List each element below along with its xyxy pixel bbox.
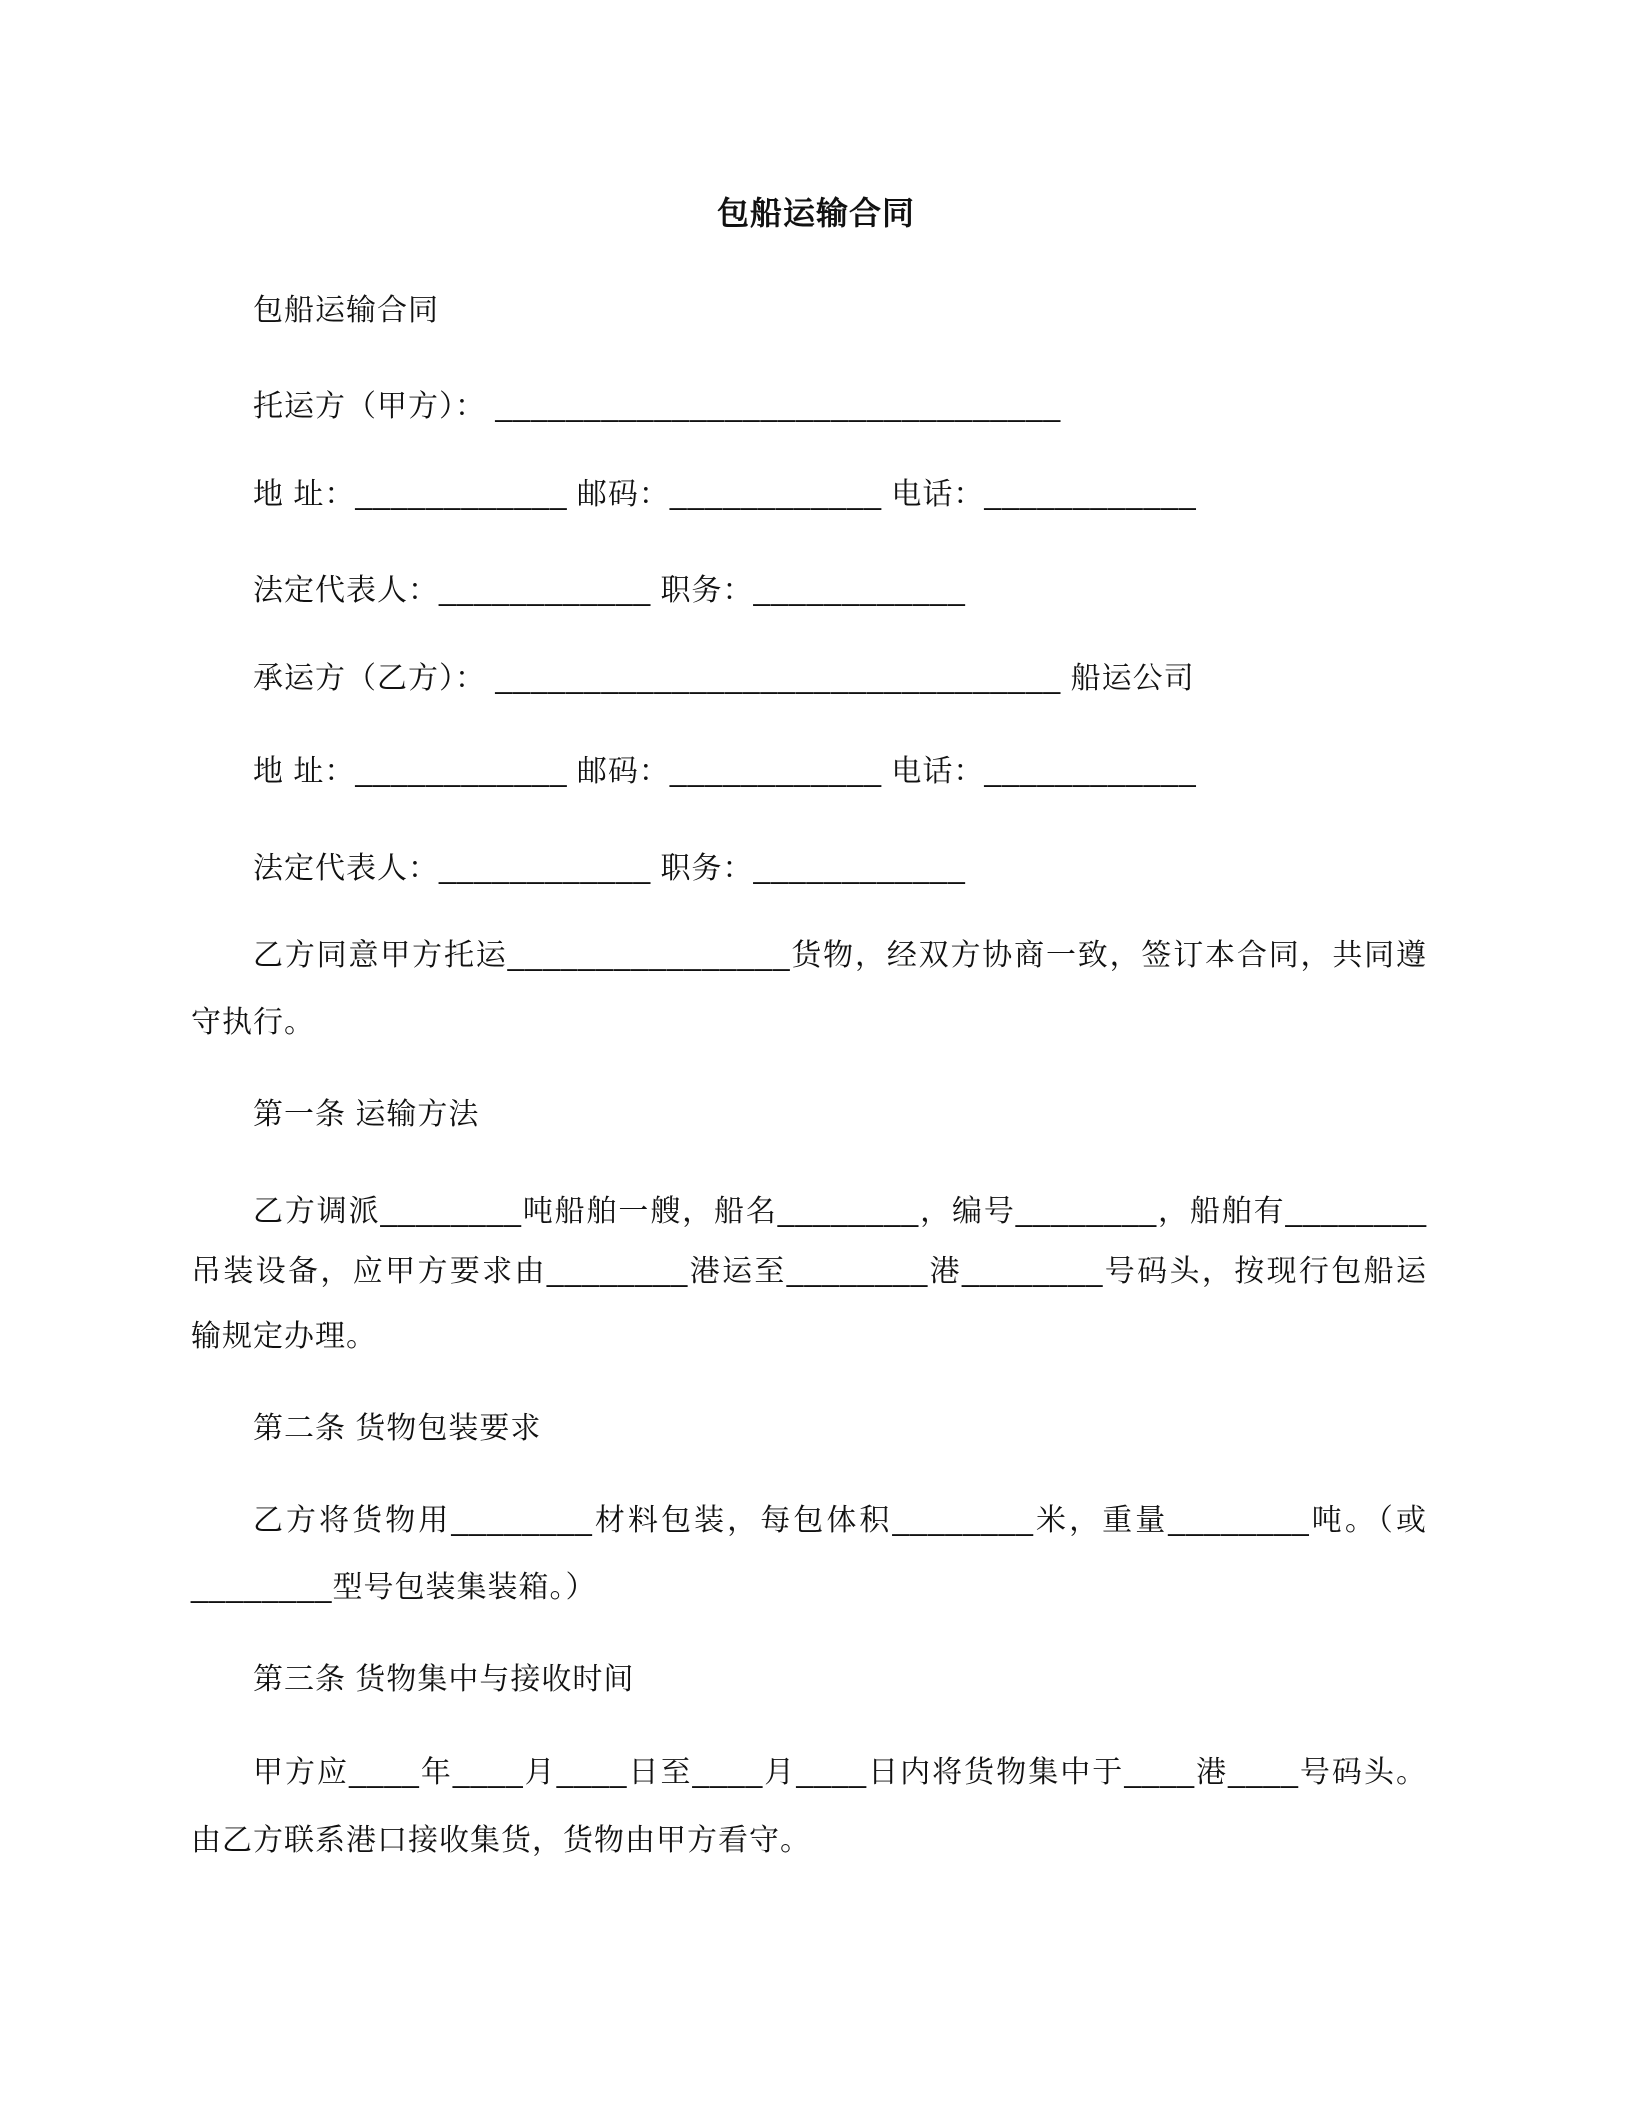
paragraph-line: ________型号包装集装箱。） bbox=[191, 1571, 597, 1604]
paragraph-line: 输规定办理。 bbox=[191, 1320, 377, 1353]
document-title: 包船运输合同 bbox=[716, 195, 915, 231]
paragraph-line: 吊装设备，应甲方要求由________港运至________港________号码头，按现行包船运 bbox=[191, 1255, 1427, 1288]
shipper-address-line: 地 址：____________ 邮码：____________ 电话：____________ bbox=[253, 478, 1197, 511]
paragraph-line: 乙方将货物用________材料包装，每包体积________米，重量________吨。（或 bbox=[253, 1504, 1427, 1537]
article-heading: 第二条 货物包装要求 bbox=[253, 1412, 542, 1445]
carrier-name-line: 承运方（乙方）： ________________________________ 船运公司 bbox=[253, 662, 1195, 695]
paragraph-line: 甲方应____年____月____日至____月____日内将货物集中于____港____号码头。 bbox=[253, 1756, 1427, 1789]
shipper-representative-line: 法定代表人：____________ 职务：____________ bbox=[253, 574, 966, 607]
article-heading: 第一条 运输方法 bbox=[253, 1098, 480, 1131]
paragraph-line: 由乙方联系港口接收集货，货物由甲方看守。 bbox=[191, 1824, 811, 1857]
carrier-address-line: 地 址：____________ 邮码：____________ 电话：____________ bbox=[253, 755, 1197, 788]
paragraph-line: 乙方调派________吨船舶一艘，船名________，编号________，船舶有________ bbox=[253, 1195, 1427, 1228]
paragraph-line: 乙方同意甲方托运________________货物，经双方协商一致，签订本合同，共同遵 bbox=[253, 939, 1427, 972]
shipper-name-line: 托运方（甲方）： ________________________________ bbox=[253, 390, 1062, 423]
article-heading: 第三条 货物集中与接收时间 bbox=[253, 1663, 635, 1696]
contract-name-line: 包船运输合同 bbox=[253, 294, 439, 327]
paragraph-line: 守执行。 bbox=[191, 1006, 315, 1039]
carrier-representative-line: 法定代表人：____________ 职务：____________ bbox=[253, 852, 966, 885]
